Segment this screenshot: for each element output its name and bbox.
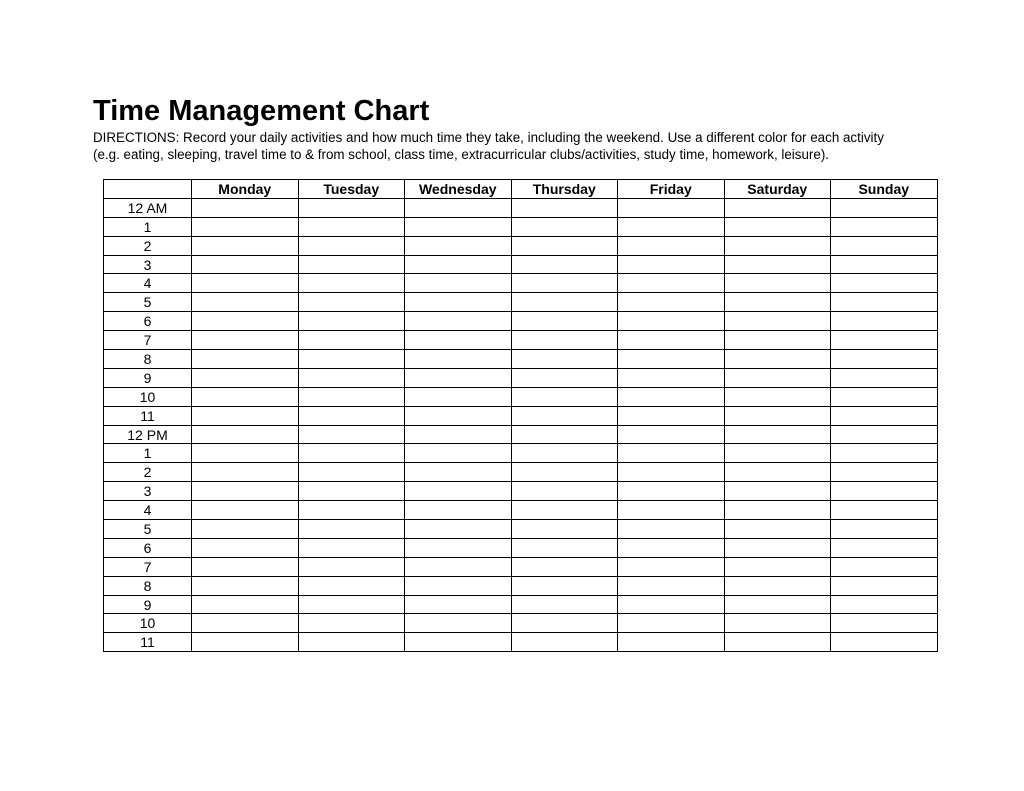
activity-cell[interactable] bbox=[724, 198, 831, 217]
activity-cell[interactable] bbox=[831, 633, 938, 652]
activity-cell[interactable] bbox=[405, 198, 512, 217]
activity-cell[interactable] bbox=[405, 444, 512, 463]
activity-cell[interactable] bbox=[618, 633, 725, 652]
activity-cell[interactable] bbox=[618, 557, 725, 576]
table-row bbox=[104, 633, 938, 652]
activity-cell[interactable] bbox=[298, 255, 405, 274]
activity-cell[interactable] bbox=[298, 387, 405, 406]
activity-cell[interactable] bbox=[511, 557, 618, 576]
hour-label: 9 bbox=[104, 595, 192, 614]
activity-cell[interactable] bbox=[618, 538, 725, 557]
activity-cell[interactable] bbox=[192, 331, 299, 350]
activity-cell[interactable] bbox=[511, 274, 618, 293]
activity-cell[interactable] bbox=[618, 482, 725, 501]
activity-cell[interactable] bbox=[724, 595, 831, 614]
day-header-monday: Monday bbox=[192, 180, 299, 199]
activity-cell[interactable] bbox=[831, 444, 938, 463]
activity-cell[interactable] bbox=[298, 274, 405, 293]
activity-cell[interactable] bbox=[405, 633, 512, 652]
activity-cell[interactable] bbox=[405, 595, 512, 614]
activity-cell[interactable] bbox=[724, 633, 831, 652]
activity-cell[interactable] bbox=[192, 255, 299, 274]
hour-label: 3 bbox=[104, 482, 192, 501]
hour-label: 5 bbox=[104, 293, 192, 312]
table-row bbox=[104, 255, 938, 274]
activity-cell[interactable] bbox=[192, 293, 299, 312]
activity-cell[interactable] bbox=[831, 236, 938, 255]
activity-cell[interactable] bbox=[405, 406, 512, 425]
activity-cell[interactable] bbox=[192, 406, 299, 425]
activity-cell[interactable] bbox=[298, 501, 405, 520]
activity-cell[interactable] bbox=[511, 331, 618, 350]
activity-cell[interactable] bbox=[724, 236, 831, 255]
directions-text bbox=[93, 129, 973, 163]
table-row bbox=[104, 425, 938, 444]
activity-cell[interactable] bbox=[511, 236, 618, 255]
activity-cell[interactable] bbox=[618, 576, 725, 595]
day-header-tuesday: Tuesday bbox=[298, 180, 405, 199]
activity-cell[interactable] bbox=[618, 293, 725, 312]
hour-label: 12 AM bbox=[104, 198, 192, 217]
activity-cell[interactable] bbox=[405, 274, 512, 293]
table-row bbox=[104, 350, 938, 369]
hour-label: 8 bbox=[104, 576, 192, 595]
directions-line-2: (e.g. eating, sleeping, travel time to & from school, class time, extracurricular clubs/activities, study time, homework, leisure). bbox=[93, 147, 830, 162]
activity-cell[interactable] bbox=[831, 293, 938, 312]
activity-cell[interactable] bbox=[511, 482, 618, 501]
activity-cell[interactable] bbox=[405, 387, 512, 406]
activity-cell[interactable] bbox=[298, 482, 405, 501]
activity-cell[interactable] bbox=[298, 217, 405, 236]
activity-cell[interactable] bbox=[724, 350, 831, 369]
activity-cell[interactable] bbox=[298, 350, 405, 369]
activity-cell[interactable] bbox=[831, 425, 938, 444]
activity-cell[interactable] bbox=[405, 368, 512, 387]
activity-cell[interactable] bbox=[724, 538, 831, 557]
activity-cell[interactable] bbox=[618, 368, 725, 387]
time-management-table bbox=[103, 179, 938, 652]
activity-cell[interactable] bbox=[618, 444, 725, 463]
activity-cell[interactable] bbox=[831, 501, 938, 520]
table-row bbox=[104, 557, 938, 576]
day-header-thursday: Thursday bbox=[511, 180, 618, 199]
activity-cell[interactable] bbox=[831, 387, 938, 406]
table-row bbox=[104, 482, 938, 501]
activity-cell[interactable] bbox=[511, 501, 618, 520]
table-row bbox=[104, 312, 938, 331]
activity-cell[interactable] bbox=[511, 368, 618, 387]
activity-cell[interactable] bbox=[618, 350, 725, 369]
activity-cell[interactable] bbox=[831, 576, 938, 595]
activity-cell[interactable] bbox=[405, 255, 512, 274]
activity-cell[interactable] bbox=[405, 614, 512, 633]
activity-cell[interactable] bbox=[405, 520, 512, 539]
activity-cell[interactable] bbox=[724, 520, 831, 539]
hour-label: 9 bbox=[104, 368, 192, 387]
activity-cell[interactable] bbox=[511, 520, 618, 539]
hour-label: 8 bbox=[104, 350, 192, 369]
activity-cell[interactable] bbox=[405, 501, 512, 520]
header-row bbox=[104, 180, 938, 199]
activity-cell[interactable] bbox=[511, 614, 618, 633]
hour-label: 6 bbox=[104, 538, 192, 557]
table-row bbox=[104, 463, 938, 482]
activity-cell[interactable] bbox=[192, 350, 299, 369]
hour-label: 11 bbox=[104, 406, 192, 425]
activity-cell[interactable] bbox=[298, 406, 405, 425]
activity-cell[interactable] bbox=[511, 255, 618, 274]
activity-cell[interactable] bbox=[618, 331, 725, 350]
day-header-wednesday: Wednesday bbox=[405, 180, 512, 199]
activity-cell[interactable] bbox=[618, 274, 725, 293]
activity-cell[interactable] bbox=[298, 595, 405, 614]
directions-line-1: DIRECTIONS: Record your daily activities and how much time they take, including the weekend. Use a different color for each activity bbox=[93, 130, 884, 145]
activity-cell[interactable] bbox=[405, 350, 512, 369]
activity-cell[interactable] bbox=[724, 557, 831, 576]
activity-cell[interactable] bbox=[618, 501, 725, 520]
hour-label: 6 bbox=[104, 312, 192, 331]
activity-cell[interactable] bbox=[724, 482, 831, 501]
table-row bbox=[104, 331, 938, 350]
activity-cell[interactable] bbox=[511, 217, 618, 236]
hour-label: 12 PM bbox=[104, 425, 192, 444]
activity-cell[interactable] bbox=[298, 198, 405, 217]
activity-cell[interactable] bbox=[618, 217, 725, 236]
activity-cell[interactable] bbox=[618, 425, 725, 444]
activity-cell[interactable] bbox=[831, 255, 938, 274]
activity-cell[interactable] bbox=[831, 312, 938, 331]
hour-label: 2 bbox=[104, 463, 192, 482]
activity-cell[interactable] bbox=[618, 312, 725, 331]
activity-cell[interactable] bbox=[831, 198, 938, 217]
activity-cell[interactable] bbox=[724, 312, 831, 331]
table-row bbox=[104, 274, 938, 293]
activity-cell[interactable] bbox=[511, 312, 618, 331]
activity-cell[interactable] bbox=[831, 557, 938, 576]
activity-cell[interactable] bbox=[724, 576, 831, 595]
activity-cell[interactable] bbox=[192, 236, 299, 255]
activity-cell[interactable] bbox=[831, 331, 938, 350]
activity-cell[interactable] bbox=[618, 198, 725, 217]
activity-cell[interactable] bbox=[405, 576, 512, 595]
activity-cell[interactable] bbox=[192, 557, 299, 576]
activity-cell[interactable] bbox=[298, 331, 405, 350]
activity-cell[interactable] bbox=[192, 595, 299, 614]
hour-label: 10 bbox=[104, 387, 192, 406]
activity-cell[interactable] bbox=[298, 538, 405, 557]
table-row bbox=[104, 293, 938, 312]
hour-label: 1 bbox=[104, 217, 192, 236]
activity-cell[interactable] bbox=[511, 538, 618, 557]
activity-cell[interactable] bbox=[405, 482, 512, 501]
table-row bbox=[104, 501, 938, 520]
activity-cell[interactable] bbox=[724, 406, 831, 425]
activity-cell[interactable] bbox=[724, 444, 831, 463]
activity-cell[interactable] bbox=[618, 614, 725, 633]
table-row bbox=[104, 217, 938, 236]
activity-cell[interactable] bbox=[405, 425, 512, 444]
activity-cell[interactable] bbox=[511, 387, 618, 406]
activity-cell[interactable] bbox=[724, 293, 831, 312]
activity-cell[interactable] bbox=[724, 463, 831, 482]
activity-cell[interactable] bbox=[618, 387, 725, 406]
activity-cell[interactable] bbox=[192, 463, 299, 482]
activity-cell[interactable] bbox=[298, 520, 405, 539]
hour-label: 5 bbox=[104, 520, 192, 539]
activity-cell[interactable] bbox=[192, 444, 299, 463]
activity-cell[interactable] bbox=[724, 331, 831, 350]
activity-cell[interactable] bbox=[298, 576, 405, 595]
hour-label: 7 bbox=[104, 557, 192, 576]
hour-label: 10 bbox=[104, 614, 192, 633]
hour-rows bbox=[104, 198, 938, 651]
corner-cell bbox=[104, 180, 192, 199]
activity-cell[interactable] bbox=[298, 463, 405, 482]
activity-cell[interactable] bbox=[511, 198, 618, 217]
activity-cell[interactable] bbox=[405, 538, 512, 557]
activity-cell[interactable] bbox=[831, 463, 938, 482]
activity-cell[interactable] bbox=[298, 614, 405, 633]
activity-cell[interactable] bbox=[192, 198, 299, 217]
activity-cell[interactable] bbox=[831, 520, 938, 539]
activity-cell[interactable] bbox=[405, 557, 512, 576]
activity-cell[interactable] bbox=[831, 274, 938, 293]
activity-cell[interactable] bbox=[405, 463, 512, 482]
activity-cell[interactable] bbox=[298, 444, 405, 463]
activity-cell[interactable] bbox=[511, 293, 618, 312]
activity-cell[interactable] bbox=[405, 312, 512, 331]
table-row bbox=[104, 614, 938, 633]
hour-label: 4 bbox=[104, 274, 192, 293]
activity-cell[interactable] bbox=[298, 236, 405, 255]
activity-cell[interactable] bbox=[831, 538, 938, 557]
activity-cell[interactable] bbox=[192, 368, 299, 387]
activity-cell[interactable] bbox=[298, 633, 405, 652]
activity-cell[interactable] bbox=[192, 614, 299, 633]
activity-cell[interactable] bbox=[618, 406, 725, 425]
activity-cell[interactable] bbox=[618, 520, 725, 539]
activity-cell[interactable] bbox=[298, 312, 405, 331]
activity-cell[interactable] bbox=[192, 387, 299, 406]
activity-cell[interactable] bbox=[511, 463, 618, 482]
activity-cell[interactable] bbox=[831, 482, 938, 501]
hour-label: 4 bbox=[104, 501, 192, 520]
activity-cell[interactable] bbox=[192, 482, 299, 501]
activity-cell[interactable] bbox=[724, 255, 831, 274]
activity-cell[interactable] bbox=[511, 595, 618, 614]
activity-cell[interactable] bbox=[618, 255, 725, 274]
activity-cell[interactable] bbox=[724, 217, 831, 236]
table-row bbox=[104, 576, 938, 595]
activity-cell[interactable] bbox=[405, 293, 512, 312]
activity-cell[interactable] bbox=[831, 368, 938, 387]
activity-cell[interactable] bbox=[405, 236, 512, 255]
activity-cell[interactable] bbox=[405, 217, 512, 236]
activity-cell[interactable] bbox=[831, 350, 938, 369]
activity-cell[interactable] bbox=[511, 576, 618, 595]
activity-cell[interactable] bbox=[724, 614, 831, 633]
activity-cell[interactable] bbox=[618, 463, 725, 482]
table-row bbox=[104, 444, 938, 463]
activity-cell[interactable] bbox=[192, 576, 299, 595]
activity-cell[interactable] bbox=[511, 406, 618, 425]
table-row bbox=[104, 236, 938, 255]
hour-label: 2 bbox=[104, 236, 192, 255]
day-header-sunday: Sunday bbox=[831, 180, 938, 199]
table-row bbox=[104, 406, 938, 425]
activity-cell[interactable] bbox=[192, 633, 299, 652]
activity-cell[interactable] bbox=[298, 425, 405, 444]
activity-cell[interactable] bbox=[831, 406, 938, 425]
table-row bbox=[104, 538, 938, 557]
activity-cell[interactable] bbox=[192, 520, 299, 539]
activity-cell[interactable] bbox=[724, 501, 831, 520]
activity-cell[interactable] bbox=[192, 425, 299, 444]
activity-cell[interactable] bbox=[192, 538, 299, 557]
hour-label: 11 bbox=[104, 633, 192, 652]
day-header-saturday: Saturday bbox=[724, 180, 831, 199]
activity-cell[interactable] bbox=[192, 274, 299, 293]
table-row bbox=[104, 387, 938, 406]
table-row bbox=[104, 595, 938, 614]
activity-cell[interactable] bbox=[831, 614, 938, 633]
activity-cell[interactable] bbox=[831, 595, 938, 614]
activity-cell[interactable] bbox=[298, 368, 405, 387]
activity-cell[interactable] bbox=[511, 350, 618, 369]
hour-label: 1 bbox=[104, 444, 192, 463]
activity-cell[interactable] bbox=[724, 387, 831, 406]
activity-cell[interactable] bbox=[724, 368, 831, 387]
activity-cell[interactable] bbox=[618, 595, 725, 614]
activity-cell[interactable] bbox=[192, 501, 299, 520]
activity-cell[interactable] bbox=[618, 236, 725, 255]
activity-cell[interactable] bbox=[192, 217, 299, 236]
activity-cell[interactable] bbox=[298, 557, 405, 576]
activity-cell[interactable] bbox=[511, 444, 618, 463]
hour-label: 3 bbox=[104, 255, 192, 274]
activity-cell[interactable] bbox=[192, 312, 299, 331]
activity-cell[interactable] bbox=[724, 274, 831, 293]
activity-cell[interactable] bbox=[405, 331, 512, 350]
table-row bbox=[104, 368, 938, 387]
activity-cell[interactable] bbox=[724, 425, 831, 444]
activity-cell[interactable] bbox=[511, 633, 618, 652]
hour-label: 7 bbox=[104, 331, 192, 350]
table-row bbox=[104, 198, 938, 217]
table-row bbox=[104, 520, 938, 539]
day-header-friday: Friday bbox=[618, 180, 725, 199]
activity-cell[interactable] bbox=[831, 217, 938, 236]
page-title: Time Management Chart bbox=[93, 95, 430, 127]
activity-cell[interactable] bbox=[511, 425, 618, 444]
activity-cell[interactable] bbox=[298, 293, 405, 312]
